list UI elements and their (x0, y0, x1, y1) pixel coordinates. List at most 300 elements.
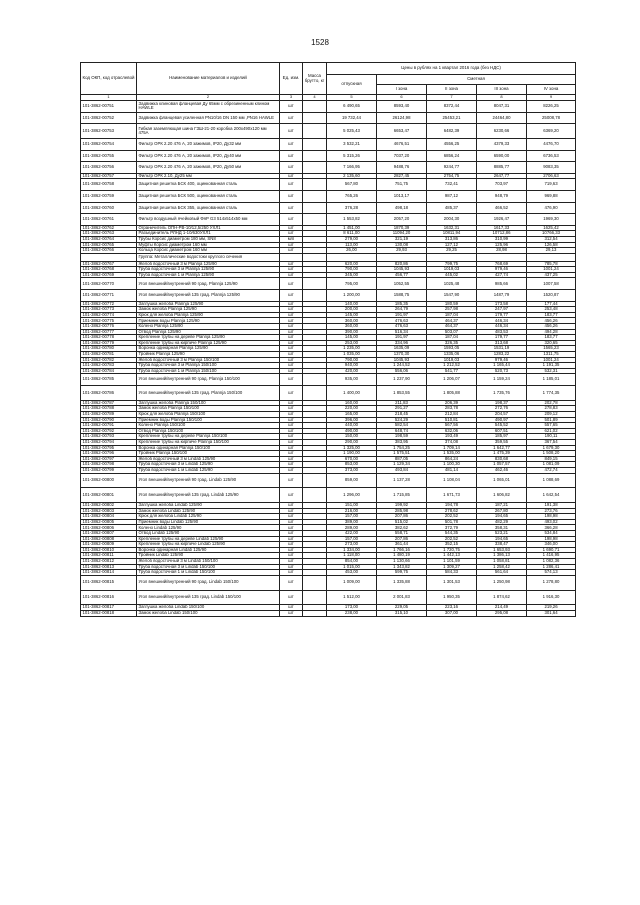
empty-cell (327, 253, 377, 261)
cell-price-otpusknaya: 360,00 (327, 324, 377, 330)
cell-code: 101-3862-00787 (81, 400, 137, 406)
table-row (81, 473, 576, 488)
cell-price-zone-3: 6230,66 (477, 124, 527, 139)
cell-code: 101-3862-00783 (81, 363, 137, 369)
cell-price-zone-1: 1045,93 (377, 267, 427, 273)
cell-price-zone-4: 1 916,30 (527, 590, 576, 605)
cell-price-otpusknaya: 5 315,26 (327, 150, 377, 162)
cell-price-zone-2: 29,25 (427, 248, 477, 254)
cell-name: Защитная решетка БСК 500, оцинкованная сталь (137, 190, 280, 202)
cell-code: 101-3862-00813 (81, 564, 137, 570)
cell-price-otpusknaya: 453,00 (327, 570, 377, 576)
cell-price-zone-2: 1 442,13 (427, 553, 477, 559)
cell-name: Воронка одинарная Lindab 125/90 (137, 547, 280, 553)
cell-name: Желоб водосточный 3 м Lindab 125/90 (137, 456, 280, 462)
cell-price-zone-3: 187,21 (477, 503, 527, 509)
cell-price-zone-1: 383,95 (377, 439, 427, 445)
cell-code: 101-3862-00786 (81, 385, 137, 400)
cell-price-zone-4: 1 774,35 (527, 385, 576, 400)
cell-price-zone-3: 703,97 (477, 179, 527, 191)
cell-price-zone-3: 179,77 (477, 335, 527, 341)
cell-price-zone-3: 295,08 (477, 611, 527, 617)
cell-price-zone-1: 7037,20 (377, 150, 427, 162)
cell-price-otpusknaya: 390,00 (327, 329, 377, 335)
cell-price-otpusknaya: 6 490,65 (327, 101, 377, 113)
cell-price-otpusknaya: 1 325,00 (327, 445, 377, 451)
cell-price-zone-3: 28,98 (477, 248, 527, 254)
cell-code: 101-3862-00795 (81, 445, 137, 451)
cell-unit: шт (280, 272, 303, 278)
cell-price-zone-2: 1547,90 (427, 290, 477, 302)
cell-price-zone-1: 1870,39 (377, 225, 427, 231)
cell-mass (303, 590, 327, 605)
cell-price-zone-1: 29,93 (377, 248, 427, 254)
cell-mass (303, 112, 327, 124)
cell-price-zone-3: 1 606,82 (477, 488, 527, 503)
cell-price-zone-1: 207,86 (377, 536, 427, 542)
cell-unit: шт (280, 363, 303, 369)
cell-unit: шт (280, 428, 303, 434)
cell-price-zone-1: 211,83 (377, 400, 427, 406)
cell-unit: шт (280, 318, 303, 324)
cell-unit: шт (280, 385, 303, 400)
cell-name: Крюк для желоба Plannja 125/90 (137, 312, 280, 318)
cell-name: Труба водосточная 3 м Plannja 125/90 (137, 267, 280, 273)
table-row (81, 278, 576, 290)
cell-price-otpusknaya: 8 611,00 (327, 231, 377, 237)
cell-price-zone-3: 1 065,01 (477, 473, 527, 488)
cell-price-otpusknaya: 238,00 (327, 611, 377, 617)
cell-price-zone-4: 494,28 (527, 329, 576, 335)
cell-price-otpusknaya: 145,00 (327, 335, 377, 341)
header-name: Наименование материалов и изделий (137, 63, 280, 95)
cell-unit: шт (280, 267, 303, 273)
cell-price-zone-1: 11094,20 (377, 231, 427, 237)
cell-price-zone-1: 185,35 (377, 301, 427, 307)
cell-unit: шт (280, 423, 303, 429)
cell-name: Трубы Корсис диаметром 180 мм, SN8 (137, 236, 280, 242)
header-zone-4: IV зона (527, 85, 576, 95)
cell-unit: шт (280, 411, 303, 417)
cell-unit: шт (280, 456, 303, 462)
cell-price-zone-4: 1969,30 (527, 214, 576, 226)
table-row (81, 190, 576, 202)
cell-name: Тройник Lindab 125/90 (137, 553, 280, 559)
cell-name: Крепление трубы на кирпиче Lindab 125/90 (137, 542, 280, 548)
cell-price-otpusknaya: 5 025,43 (327, 124, 377, 139)
cell-price-otpusknaya: 1 035,00 (327, 352, 377, 358)
cell-price-otpusknaya: 389,00 (327, 519, 377, 525)
cell-code: 101-3862-00771 (81, 290, 137, 302)
cell-code: 101-3862-00763 (81, 231, 137, 237)
cell-price-otpusknaya: 422,00 (327, 531, 377, 537)
cell-name: Замок желоба Lindab 150/100 (137, 611, 280, 617)
cell-mass (303, 138, 327, 150)
cell-price-otpusknaya: 145,00 (327, 312, 377, 318)
cell-price-zone-4: 1 082,36 (527, 559, 576, 565)
cell-price-zone-4: 10766,33 (527, 231, 576, 237)
cell-unit: шт (280, 202, 303, 214)
cell-price-otpusknaya: 420,00 (327, 368, 377, 374)
cell-mass (303, 124, 327, 139)
cell-unit: шт (280, 290, 303, 302)
group-label: Группа: Металлические водостоки круглого сечения (137, 253, 280, 261)
cell-price-otpusknaya: 151,00 (327, 503, 377, 509)
cell-name: Тройник Plannja 150/100 (137, 451, 280, 457)
cell-name: Труба водосточная 3 м Lindab 125/90 (137, 462, 280, 468)
cell-price-zone-2: 307,00 (427, 611, 477, 617)
header-unit: Ед. изм. (280, 63, 303, 95)
cell-name: Приемник воды Plannja 150/100 (137, 417, 280, 423)
cell-unit: шт (280, 467, 303, 473)
cell-unit: шт (280, 248, 303, 254)
cell-price-zone-4: 534,84 (527, 531, 576, 537)
cell-code: 101-3862-00806 (81, 525, 137, 531)
cell-price-zone-1: 321,19 (377, 236, 427, 242)
cell-price-zone-3: 24464,80 (477, 112, 527, 124)
cell-price-otpusknaya: 1 009,00 (327, 575, 377, 590)
cell-price-zone-2: 445,02 (427, 272, 477, 278)
cell-price-zone-2: 501,78 (427, 519, 477, 525)
cell-price-zone-4: 557,65 (527, 423, 576, 429)
cell-price-zone-4: 1 185,01 (527, 374, 576, 386)
header-zone-3: III зона (477, 85, 527, 95)
cell-price-zone-1: 2 001,83 (377, 590, 427, 605)
cell-price-zone-4: 1 642,54 (527, 488, 576, 503)
cell-price-zone-3: 490,97 (477, 417, 527, 423)
cell-name: Задвижка фланцевая усиленная PN10/16 DN 150 мм ,PN16 HAWLE (137, 112, 280, 124)
cell-price-zone-3: 1487,79 (477, 290, 527, 302)
cell-price-zone-3: 607,51 (477, 428, 527, 434)
cell-price-zone-1: 9488,76 (377, 162, 427, 174)
cell-price-zone-4: 219,26 (527, 605, 576, 611)
cell-unit: шт (280, 575, 303, 590)
cell-name: Крепление трубы на дереве Lindab 125/90 (137, 536, 280, 542)
cell-price-otpusknaya: 273,00 (327, 542, 377, 548)
cell-price-zone-2: 6856,24 (427, 150, 477, 162)
cell-code: 101-3862-00775 (81, 318, 137, 324)
cell-name: Гибкая заземляющая шина ГЗШ-21-20 коробка 200х490х120 мм 475А (137, 124, 280, 139)
cell-price-otpusknaya: 795,00 (327, 278, 377, 290)
cell-name: Фильтр ОРК 2.20 476 А, 20 зажимов, IP20, Ду40 мм (137, 150, 280, 162)
cell-price-zone-4: 574,13 (527, 570, 576, 576)
cell-name: Фильтр ОРК 2.20 476 А, 20 зажимов, IP20, Ду32 мм (137, 138, 280, 150)
cell-price-zone-1: 334,96 (377, 340, 427, 346)
cell-code: 101-3862-00785 (81, 374, 137, 386)
cell-price-zone-3: 204,57 (477, 411, 527, 417)
cell-name: Муфты Корсис диаметром 160 мм (137, 242, 280, 248)
cell-price-otpusknaya: 853,00 (327, 462, 377, 468)
cell-price-zone-4: 1 278,80 (527, 575, 576, 590)
table-row (81, 112, 576, 124)
cell-unit: шт (280, 553, 303, 559)
cell-price-zone-2: 202,52 (427, 536, 477, 542)
cell-unit: шт (280, 214, 303, 226)
cell-code: 101-3862-00796 (81, 451, 137, 457)
cell-price-otpusknaya: 165,00 (327, 411, 377, 417)
cell-name: Труба водосточная 1 м Lindab 150/100 (137, 570, 280, 576)
cell-price-zone-1: 191,97 (377, 335, 427, 341)
cell-price-zone-3: 247,97 (477, 307, 527, 313)
cell-price-otpusknaya: 620,00 (327, 261, 377, 267)
col-index: 8 (477, 95, 527, 101)
cell-unit: шт (280, 547, 303, 553)
cell-price-zone-3: 179,77 (477, 312, 527, 318)
cell-unit: шт (280, 179, 303, 191)
table-row (81, 214, 576, 226)
cell-price-zone-4: 1565,23 (527, 346, 576, 352)
col-index: 5 (327, 95, 377, 101)
cell-price-zone-3: 1 653,93 (477, 547, 527, 553)
cell-unit: шт (280, 406, 303, 412)
cell-price-zone-2: 1 101,59 (427, 559, 477, 565)
cell-code: 101-3862-00816 (81, 590, 137, 605)
cell-name: Разъединитель РЛНД 1-10/630УХЛ1 (137, 231, 280, 237)
cell-price-zone-4: 177,44 (527, 301, 576, 307)
cell-name: Замок желоба Plannja 125/90 (137, 307, 280, 313)
cell-price-otpusknaya: 220,00 (327, 406, 377, 412)
cell-name: Приемник воды Plannja 125/90 (137, 318, 280, 324)
cell-price-zone-2: 632,06 (427, 428, 477, 434)
cell-price-zone-4: 198,98 (527, 536, 576, 542)
cell-price-zone-2: 283,78 (427, 406, 477, 412)
cell-price-zone-4: 1 191,35 (527, 363, 576, 369)
cell-price-zone-2: 1335,06 (427, 352, 477, 358)
cell-price-otpusknaya: 670,00 (327, 456, 377, 462)
table-row (81, 124, 576, 139)
col-index: 2 (137, 95, 280, 101)
cell-price-otpusknaya: 1 334,00 (327, 547, 377, 553)
cell-price-zone-2: 1 671,73 (427, 488, 477, 503)
cell-price-zone-1: 515,02 (377, 519, 427, 525)
cell-price-zone-1: 2057,20 (377, 214, 427, 226)
cell-price-zone-1: 599,75 (377, 570, 427, 576)
cell-price-zone-2: 180,59 (427, 301, 477, 307)
empty-cell (527, 253, 576, 261)
cell-price-zone-2: 212,84 (427, 411, 477, 417)
cell-code: 101-3862-00780 (81, 346, 137, 352)
cell-price-zone-2: 223,16 (427, 605, 477, 611)
cell-price-zone-4: 785,78 (527, 261, 576, 267)
cell-code: 101-3862-00802 (81, 503, 137, 509)
price-table (80, 62, 576, 617)
table-row (81, 138, 576, 150)
cell-price-zone-4: 532,31 (527, 368, 576, 374)
cell-unit: шт (280, 329, 303, 335)
cell-code: 101-3862-00797 (81, 456, 137, 462)
cell-price-zone-1: 524,29 (377, 417, 427, 423)
cell-price-zone-2: 1632,31 (427, 225, 477, 231)
cell-unit: шт (280, 451, 303, 457)
cell-name: Крепление трубы на дереве Plannja 150/100 (137, 434, 280, 440)
cell-price-otpusknaya: 253,00 (327, 340, 377, 346)
empty-cell (377, 253, 427, 261)
cell-price-zone-2: 464,37 (427, 324, 477, 330)
cell-price-zone-2: 25453,21 (427, 112, 477, 124)
cell-price-zone-4: 202,78 (527, 400, 576, 406)
cell-price-zone-1: 8593,40 (377, 101, 427, 113)
cell-name: Воронка одинарная Plannja 150/100 (137, 445, 280, 451)
cell-price-otpusknaya: 157,00 (327, 514, 377, 520)
cell-price-zone-4: 849,15 (527, 456, 576, 462)
col-index: 4 (303, 95, 327, 101)
cell-price-zone-1: 361,44 (377, 542, 427, 548)
cell-name: Колено Plannja 150/100 (137, 423, 280, 429)
cell-price-zone-4: 320,65 (527, 340, 576, 346)
cell-mass (303, 385, 327, 400)
cell-price-zone-1: 26124,98 (377, 112, 427, 124)
cell-price-zone-1: 1 130,66 (377, 559, 427, 565)
table-row (81, 575, 576, 590)
cell-price-zone-3: 830,68 (477, 456, 527, 462)
page-number: 1528 (311, 38, 329, 47)
cell-price-zone-2: 1 309,27 (427, 564, 477, 570)
table-row (81, 611, 576, 617)
col-index: 9 (527, 95, 576, 101)
cell-price-zone-2: 567,56 (427, 423, 477, 429)
cell-price-zone-3: 185,97 (477, 434, 527, 440)
cell-code: 101-3862-00789 (81, 411, 137, 417)
cell-price-otpusknaya: 173,00 (327, 605, 377, 611)
cell-price-zone-4: 621,02 (527, 428, 576, 434)
cell-price-zone-3: 1283,22 (477, 352, 527, 358)
cell-code: 101-3862-00800 (81, 473, 137, 488)
col-index: 6 (377, 95, 427, 101)
cell-price-zone-3: 446,34 (477, 318, 527, 324)
cell-unit: шт (280, 564, 303, 570)
cell-price-zone-4: 183,77 (527, 312, 576, 318)
cell-price-zone-2: 485,37 (427, 202, 477, 214)
cell-price-otpusknaya: 1 400,00 (327, 385, 377, 400)
cell-price-zone-3: 272,76 (477, 406, 527, 412)
cell-price-zone-3: 483,53 (477, 329, 527, 335)
cell-price-otpusknaya: 140,00 (327, 301, 377, 307)
cell-price-zone-4: 9083,35 (527, 162, 576, 174)
cell-unit: шт (280, 503, 303, 509)
cell-code: 101-3862-00765 (81, 242, 137, 248)
table-row (81, 488, 576, 503)
cell-unit: шт (280, 357, 303, 363)
cell-unit: шт (280, 525, 303, 531)
cell-unit: шт (280, 542, 303, 548)
cell-code: 101-3862-00773 (81, 307, 137, 313)
cell-price-zone-1: 582,54 (377, 423, 427, 429)
cell-price-zone-2: 510,81 (427, 417, 477, 423)
cell-code: 101-3862-00766 (81, 248, 137, 254)
cell-price-zone-1: 1635,09 (377, 346, 427, 352)
cell-price-zone-4: 1 286,41 (527, 564, 576, 570)
cell-name: Фильтр воздушный ячейковый ФяР G3 514х514х50 мм (137, 214, 280, 226)
cell-price-otpusknaya: 940,00 (327, 363, 377, 369)
cell-price-zone-2: 374,08 (427, 439, 477, 445)
cell-price-zone-4: 253,48 (527, 307, 576, 313)
table-row (81, 202, 576, 214)
cell-price-zone-1: 382,62 (377, 525, 427, 531)
cell-name: Замок желоба Plannja 150/100 (137, 406, 280, 412)
cell-code: 101-3862-00772 (81, 301, 137, 307)
cell-code: 101-3862-00807 (81, 531, 137, 537)
cell-price-otpusknaya: 396,00 (327, 417, 377, 423)
cell-name: Заглушка желоба Lindab 125/90 (137, 503, 280, 509)
cell-price-zone-3: 1 165,44 (477, 363, 527, 369)
cell-unit: шт (280, 531, 303, 537)
cell-unit: шт (280, 536, 303, 542)
empty-cell (427, 253, 477, 261)
cell-code: 101-3862-00799 (81, 467, 137, 473)
cell-price-zone-1: 199,92 (377, 503, 427, 509)
cell-name: Заглушка желоба Plannja 150/100 (137, 400, 280, 406)
cell-price-zone-3: 979,46 (477, 357, 527, 363)
cell-price-zone-3: 8885,77 (477, 162, 527, 174)
cell-price-zone-3: 1 159,24 (477, 374, 527, 386)
cell-name: Защитная решетка БСК 355, оцинкованная сталь (137, 202, 280, 214)
cell-unit: шт (280, 225, 303, 231)
cell-price-otpusknaya: 26,00 (327, 248, 377, 254)
cell-price-otpusknaya: 1 553,82 (327, 214, 377, 226)
empty-cell (303, 253, 327, 261)
cell-name: Фильтр ОРК 2.20 476 А, 20 зажимов, IP20, Ду50 мм (137, 162, 280, 174)
cell-code: 101-3862-00788 (81, 406, 137, 412)
cell-mass (303, 162, 327, 174)
cell-price-zone-3: 462,46 (477, 467, 527, 473)
cell-price-zone-3: 6590,00 (477, 150, 527, 162)
cell-price-zone-2: 799,75 (427, 261, 477, 267)
cell-price-zone-4: 501,89 (527, 417, 576, 423)
cell-code: 101-3862-00752 (81, 112, 137, 124)
header-smetnaya: Сметная (377, 75, 576, 85)
cell-code: 101-3862-00801 (81, 488, 137, 503)
cell-price-otpusknaya: 279,00 (327, 236, 377, 242)
cell-price-zone-1: 285,98 (377, 508, 427, 514)
cell-price-zone-1: 1 480,19 (377, 553, 427, 559)
cell-code: 101-3862-00784 (81, 368, 137, 374)
cell-unit: шт (280, 400, 303, 406)
cell-name: Ограничитель ОПН-РВ-10/12,5/250 УХЛ1 (137, 225, 280, 231)
table-row (81, 374, 576, 386)
cell-price-zone-1: 198,59 (377, 434, 427, 440)
group-code-cell (81, 253, 137, 261)
cell-code: 101-3862-00804 (81, 514, 137, 520)
cell-price-zone-3: 427,74 (477, 272, 527, 278)
cell-code: 101-3862-00778 (81, 335, 137, 341)
cell-price-zone-1: 476,63 (377, 318, 427, 324)
cell-name: Угол внешний/внутренний 90 град. Plannja 125/90 (137, 278, 280, 290)
cell-price-zone-4: 29,13 (527, 248, 576, 254)
cell-name: Угол внешний/внутренний 135 град. Lindab 150/100 (137, 590, 280, 605)
cell-unit: шт (280, 473, 303, 488)
cell-name: Кольца Корсис диаметром 160 мм (137, 248, 280, 254)
cell-price-otpusknaya: 440,00 (327, 423, 377, 429)
cell-price-otpusknaya: 1 190,00 (327, 451, 377, 457)
cell-price-zone-3: 1926,47 (477, 214, 527, 226)
cell-code: 101-3862-00809 (81, 542, 137, 548)
cell-code: 101-3862-00803 (81, 508, 137, 514)
cell-price-zone-3: 1 250,98 (477, 575, 527, 590)
cell-name: Отвод Plannja 125/90 (137, 329, 280, 335)
cell-name: Заглушка желоба Plannja 125/90 (137, 301, 280, 307)
cell-unit: шт (280, 242, 303, 248)
cell-price-zone-1: 1 335,88 (377, 575, 427, 590)
cell-price-zone-4: 1007,58 (527, 278, 576, 290)
cell-price-zone-4: 437,25 (527, 272, 576, 278)
table-row (81, 590, 576, 605)
cell-unit: шт (280, 611, 303, 617)
cell-price-otpusknaya: 854,00 (327, 559, 377, 565)
cell-name: Задвижка клиновая фланцевая Ду 65мм с обрезиненным клином HAWLE (137, 101, 280, 113)
cell-code: 101-3862-00792 (81, 428, 137, 434)
cell-price-zone-1: 456,77 (377, 272, 427, 278)
cell-unit: шт (280, 173, 303, 179)
